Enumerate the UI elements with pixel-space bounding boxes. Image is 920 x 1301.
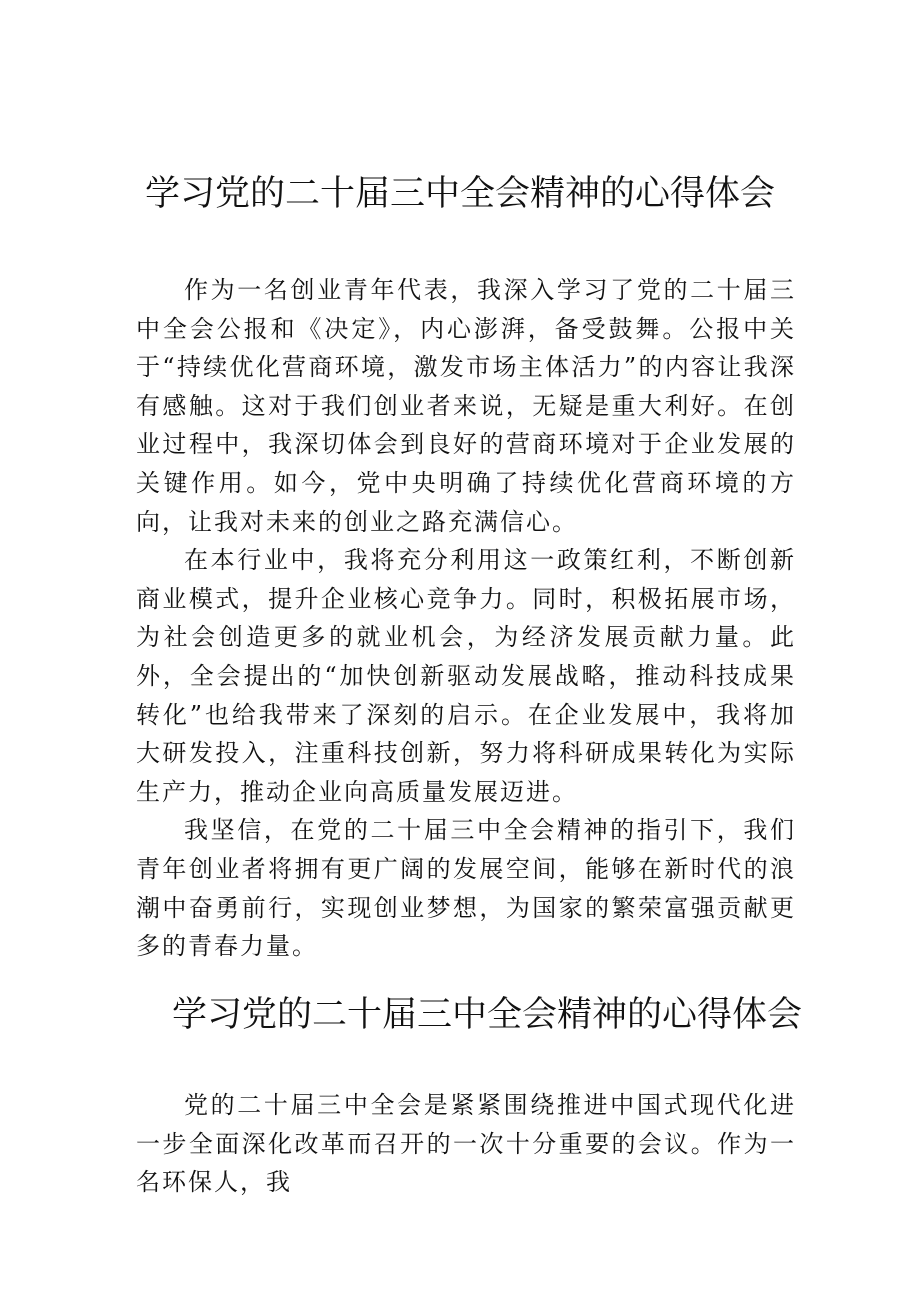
paragraph: 在本行业中，我将充分利用这一政策红利，不断创新商业模式，提升企业核心竞争力。同时，积极拓展市场，为社会创造更多的就业机会，为经济发展贡献力量。此外，全会提出的“加快创新驱动发展战略，推动科技成果转化”也给我带来了深刻的启示。在企业发展中，我将加大研发投入，注重科技创新，努力将科研成果转化为实际生产力，推动企业向高质量发展迈进。 <box>136 546 796 806</box>
paragraph: 党的二十届三中全会是紧紧围绕推进中国式现代化进一步全面深化改革而召开的一次十分重要的会议。作为一名环保人，我 <box>136 1091 796 1197</box>
section-title: 学习党的二十届三中全会精神的心得体会 <box>172 995 803 1035</box>
section-title: 学习党的二十届三中全会精神的心得体会 <box>145 174 776 214</box>
section-body <box>136 271 796 966</box>
paragraph: 我坚信，在党的二十届三中全会精神的指引下，我们青年创业者将拥有更广阔的发展空间，能够在新时代的浪潮中奋勇前行，实现创业梦想，为国家的繁荣富强贡献更多的青春力量。 <box>136 816 796 961</box>
paragraph: 作为一名创业青年代表，我深入学习了党的二十届三中全会公报和《决定》，内心澎湃，备受鼓舞。公报中关于“持续优化营商环境，激发市场主体活力”的内容让我深有感触。这对于我们创业者来说，无疑是重大利好。在创业过程中，我深切体会到良好的营商环境对于企业发展的关键作用。如今，党中央明确了持续优化营商环境的方向，让我对未来的创业之路充满信心。 <box>136 276 796 536</box>
section-body <box>136 1086 796 1202</box>
